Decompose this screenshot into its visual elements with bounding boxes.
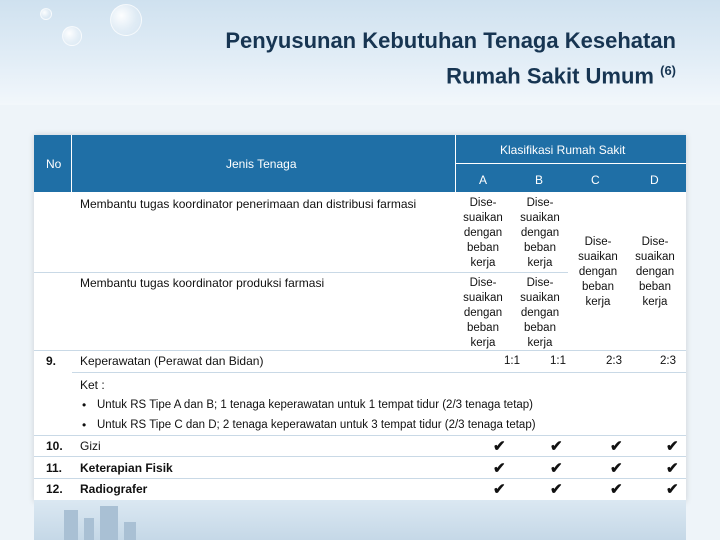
cell-b-penerimaan: Dise- suaikan dengan beban kerja <box>520 197 560 269</box>
title-line-1: Penyusunan Kebutuhan Tenaga Kesehatan <box>225 28 676 53</box>
check-icon-gizi-d: ✔ <box>666 438 679 455</box>
check-icon-keterapian-c: ✔ <box>610 460 623 477</box>
row-label-koordinator-penerimaan: Membantu tugas koordinator penerimaan dan distribusi farmasi <box>80 197 417 211</box>
slide-title <box>225 26 676 91</box>
cell-b-keperawatan: 1:1 <box>550 355 566 367</box>
header-class-d: D <box>650 173 659 187</box>
bubble-decoration <box>40 8 52 20</box>
header-divider <box>71 135 72 192</box>
cell-b-produksi: Dise- suaikan dengan beban kerja <box>520 277 560 349</box>
check-icon-gizi-a: ✔ <box>493 438 506 455</box>
row-separator <box>34 456 686 457</box>
bubble-decoration <box>62 26 82 46</box>
row-no-12: 12. <box>46 482 63 496</box>
cell-a-keperawatan: 1:1 <box>504 355 520 367</box>
row-label-keperawatan: Keperawatan (Perawat dan Bidan) <box>80 354 264 368</box>
header-jenis-tenaga: Jenis Tenaga <box>226 157 297 171</box>
building-decoration <box>124 522 136 540</box>
row-separator <box>34 478 686 479</box>
cell-d-merged: Dise- suaikan dengan beban kerja <box>635 236 675 308</box>
ket-bullet: • <box>82 418 87 432</box>
row-label-radiografer: Radiografer <box>80 482 148 496</box>
row-label-koordinator-produksi: Membantu tugas koordinator produksi farmasi <box>80 276 325 290</box>
header-no: No <box>46 157 62 171</box>
title-line-2: Rumah Sakit Umum $^{(6)}$ <box>446 63 676 89</box>
header-klasifikasi: Klasifikasi Rumah Sakit <box>500 143 626 157</box>
row-separator <box>34 350 686 351</box>
ket-title: Ket : <box>80 378 105 392</box>
check-icon-keterapian-b: ✔ <box>550 460 563 477</box>
ket-bullet: • <box>82 398 87 412</box>
header-class-c: C <box>591 173 600 187</box>
row-no-11: 11. <box>46 461 63 475</box>
bubble-decoration <box>110 4 142 36</box>
row-no-10: 10. <box>46 439 63 453</box>
header-divider <box>455 163 686 164</box>
row-label-keterapian: Keterapian Fisik <box>80 461 173 475</box>
ket-item-1: Untuk RS Tipe A dan B; 1 tenaga keperawatan untuk 1 tempat tidur (2/3 tenaga tetap) <box>97 399 534 411</box>
building-decoration <box>100 506 118 540</box>
cell-a-produksi: Dise- suaikan dengan beban kerja <box>463 277 503 349</box>
cell-d-keperawatan: 2:3 <box>660 355 676 367</box>
panel-footer-decoration <box>34 500 686 540</box>
row-separator <box>72 372 686 373</box>
building-decoration <box>64 510 78 540</box>
check-icon-gizi-c: ✔ <box>610 438 623 455</box>
check-icon-gizi-b: ✔ <box>550 438 563 455</box>
ket-item-2: Untuk RS Tipe C dan D; 2 tenaga keperawatan untuk 3 tempat tidur (2/3 tenaga tetap) <box>97 419 536 431</box>
check-icon-radiografer-a: ✔ <box>493 481 506 498</box>
row-label-gizi: Gizi <box>80 439 101 453</box>
check-icon-radiografer-b: ✔ <box>550 481 563 498</box>
building-decoration <box>84 518 94 540</box>
check-icon-keterapian-d: ✔ <box>666 460 679 477</box>
row-no-9: 9. <box>46 354 57 368</box>
header-class-a: A <box>479 173 488 187</box>
cell-c-merged: Dise- suaikan dengan beban kerja <box>578 236 618 308</box>
title-superscript: (6) <box>660 63 676 78</box>
check-icon-radiografer-d: ✔ <box>666 481 679 498</box>
row-separator <box>34 272 568 273</box>
header-class-b: B <box>535 173 544 187</box>
cell-a-penerimaan: Dise- suaikan dengan beban kerja <box>463 197 503 269</box>
check-icon-keterapian-a: ✔ <box>493 460 506 477</box>
cell-c-keperawatan: 2:3 <box>606 355 622 367</box>
row-separator <box>34 435 686 436</box>
check-icon-radiografer-c: ✔ <box>610 481 623 498</box>
